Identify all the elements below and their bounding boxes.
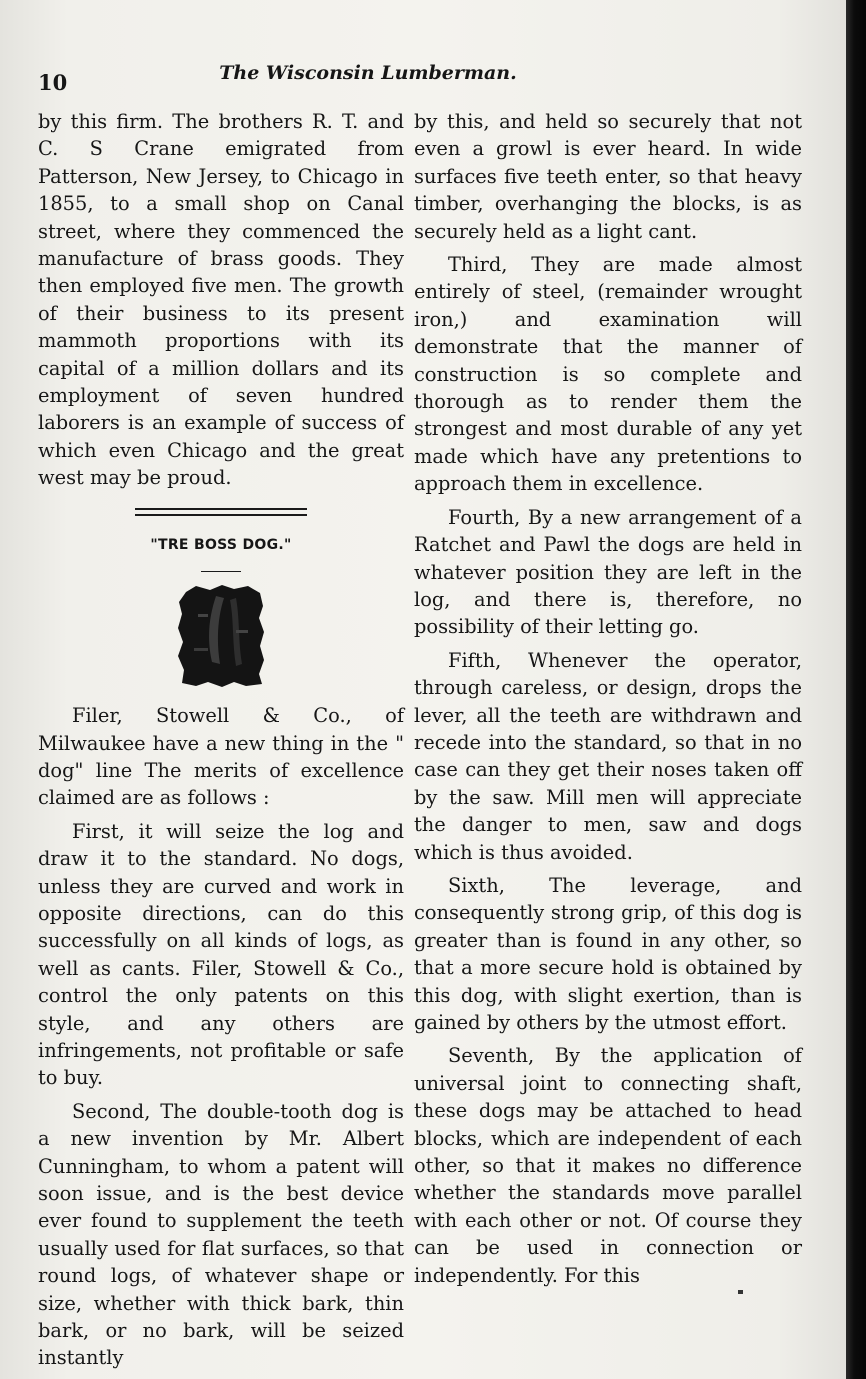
left-column xyxy=(38,108,404,1372)
paragraph-fourth: Fourth, By a new arrangement of a Ratchet and Pawl the dogs are held in whatever position they are left in the log, and there is, therefore, no possibility of their letting go. xyxy=(414,505,802,639)
paragraph-fifth: Fifth, Whenever the operator, through careless, or design, drops the lever, all the teeth are withdrawn and recede into the standard, so that in no case can they get their noses taken off by the saw. Mill men will appreciate the danger to men, saw and dogs which is thus avoided. xyxy=(414,648,802,864)
double-rule-divider xyxy=(135,508,307,516)
paragraph-third: Third, They are made almost entirely of steel, (remainder wrought iron,) and examination will demonstrate that the manner of construction is so complete and thorough as to render them the strongest and most durable of any yet made which have any pretentions to approach them in excellence. xyxy=(414,253,802,496)
paragraph-intro-dog: Filer, Stowell & Co., of Milwaukee have a new thing in the " dog" line The merits of excellence claimed are as follows : xyxy=(38,704,404,810)
paragraph-second: Second, The double-tooth dog is a new invention by Mr. Albert Cunningham, to whom a patent will soon issue, and is the best device ever found to supplement the teeth usually used for flat surfaces, so that round logs, of whatever shape or size, whether with thick bark, thin bark, or no bark, will be seized instantly xyxy=(38,1099,404,1370)
right-column xyxy=(414,108,802,1289)
paragraph-seventh: Seventh, By the application of universal joint to connecting shaft, these dogs may be attached to head blocks, which are independent of each other, so that it makes no difference whether the standards move parallel with each other or not. Of course they can be used in connection or independently. For this xyxy=(414,1044,802,1287)
running-title: The Wisconsin Lumberman. xyxy=(219,62,517,84)
article-heading: "TRE BOSS DOG." xyxy=(150,536,292,553)
short-rule-divider xyxy=(201,571,241,572)
intro-paragraph: by this firm. The brothers R. T. and C. S Crane emigrated from Patterson, New Jersey, to Chicago in 1855, to a small shop on Canal street, where they commenced the manufacture of brass goods. They then employed five men. The growth of their business to its present mammoth proportions with its capital of a million dollars and its employment of seven hundred laborers is an example of success of which even Chicago and the great west may be proud. xyxy=(38,110,404,490)
page-header xyxy=(38,60,808,96)
paragraph-continued: by this, and held so securely that not even a growl is ever heard. In wide surfaces five teeth enter, so that heavy timber, overhanging the blocks, is as securely held as a light cant. xyxy=(414,110,802,243)
paragraph-first: First, it will seize the log and draw it to the standard. No dogs, unless they are curved and work in opposite directions, can do this successfully on all kinds of logs, as well as cants. Filer, Stowell & Co., control the only patents on this style, and any others are infringements, not profitable or safe to buy. xyxy=(38,819,404,1090)
dog-illustration-icon xyxy=(176,584,266,688)
page-number: 10 xyxy=(38,70,68,95)
paragraph-sixth: Sixth, The leverage, and consequently strong grip, of this dog is greater than is found in any other, so that a more secure hold is obtained by this dog, with slight exertion, than is gained by others by the utmost effort. xyxy=(414,873,802,1034)
ink-speck xyxy=(738,1290,743,1294)
book-spine-edge xyxy=(846,0,866,1379)
